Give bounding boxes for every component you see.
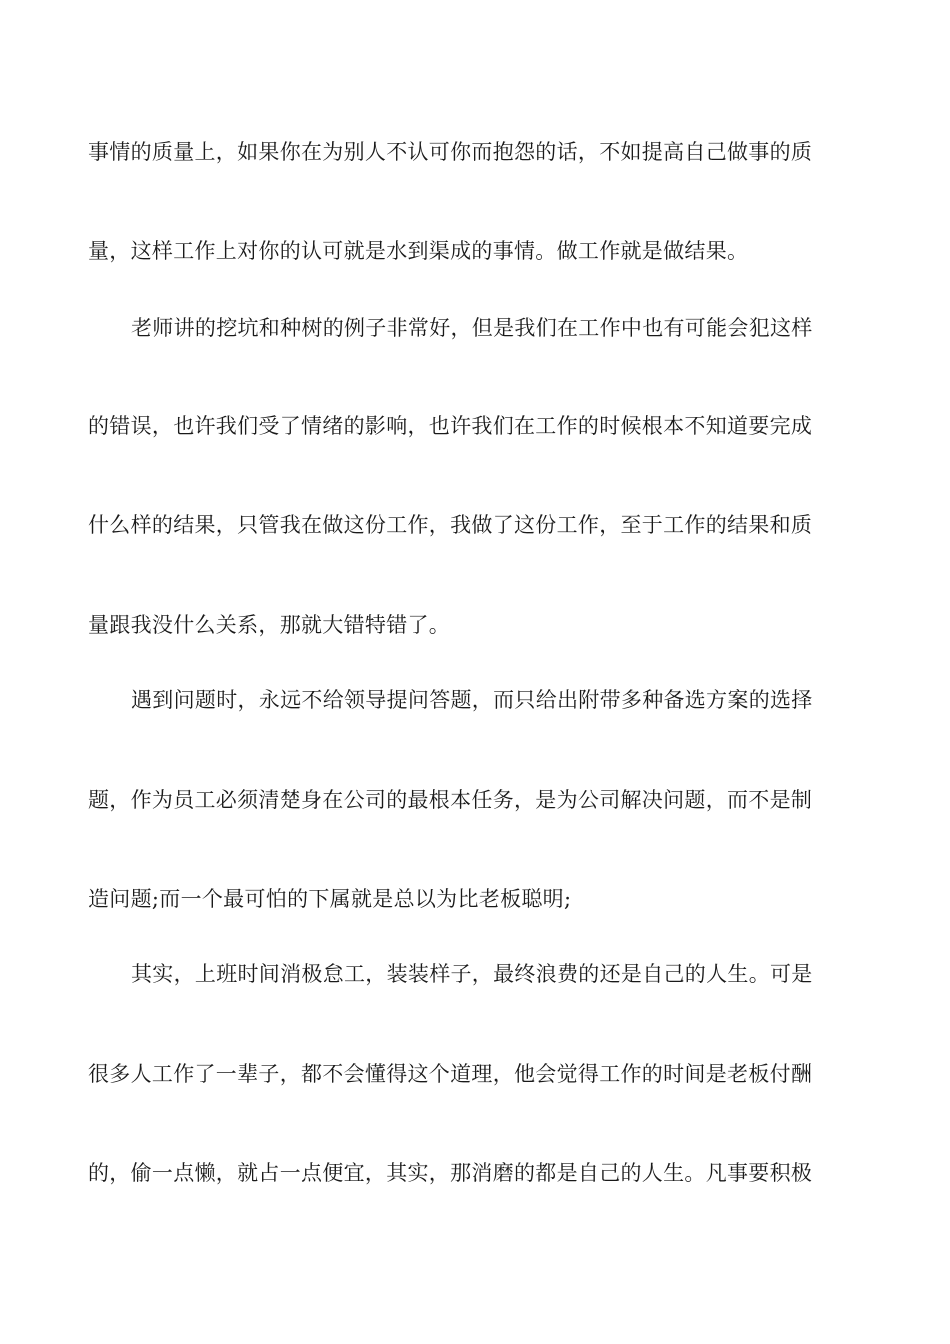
text-line: 什么样的结果，只管我在做这份工作，我做了这份工作，至于工作的结果和质 [88,513,813,537]
text-line: 的错误，也许我们受了情绪的影响，也许我们在工作的时候根本不知道要完成 [88,414,813,438]
paragraph-first-line: 老师讲的挖坑和种树的例子非常好，但是我们在工作中也有可能会犯这样 [131,316,813,340]
text-line: 题，作为员工必须清楚身在公司的最根本任务，是为公司解决问题，而不是制 [88,788,813,812]
text-line: 量，这样工作上对你的认可就是水到渠成的事情。做工作就是做结果。 [88,239,749,263]
paragraph-first-line: 遇到问题时，永远不给领导提问答题，而只给出附带多种备选方案的选择 [131,688,813,712]
text-line: 量跟我没什么关系，那就大错特错了。 [88,613,451,637]
text-line: 的，偷一点懒，就占一点便宜，其实，那消磨的都是自己的人生。凡事要积极 [88,1161,813,1185]
text-line: 很多人工作了一辈子，都不会懂得这个道理，他会觉得工作的时间是老板付酬 [88,1062,813,1086]
text-line: 造问题;而一个最可怕的下属就是总以为比老板聪明; [88,887,572,911]
text-line: 事情的质量上，如果你在为别人不认可你而抱怨的话，不如提高自己做事的质 [88,140,813,164]
paragraph-first-line: 其实，上班时间消极怠工，装装样子，最终浪费的还是自己的人生。可是 [131,962,813,986]
